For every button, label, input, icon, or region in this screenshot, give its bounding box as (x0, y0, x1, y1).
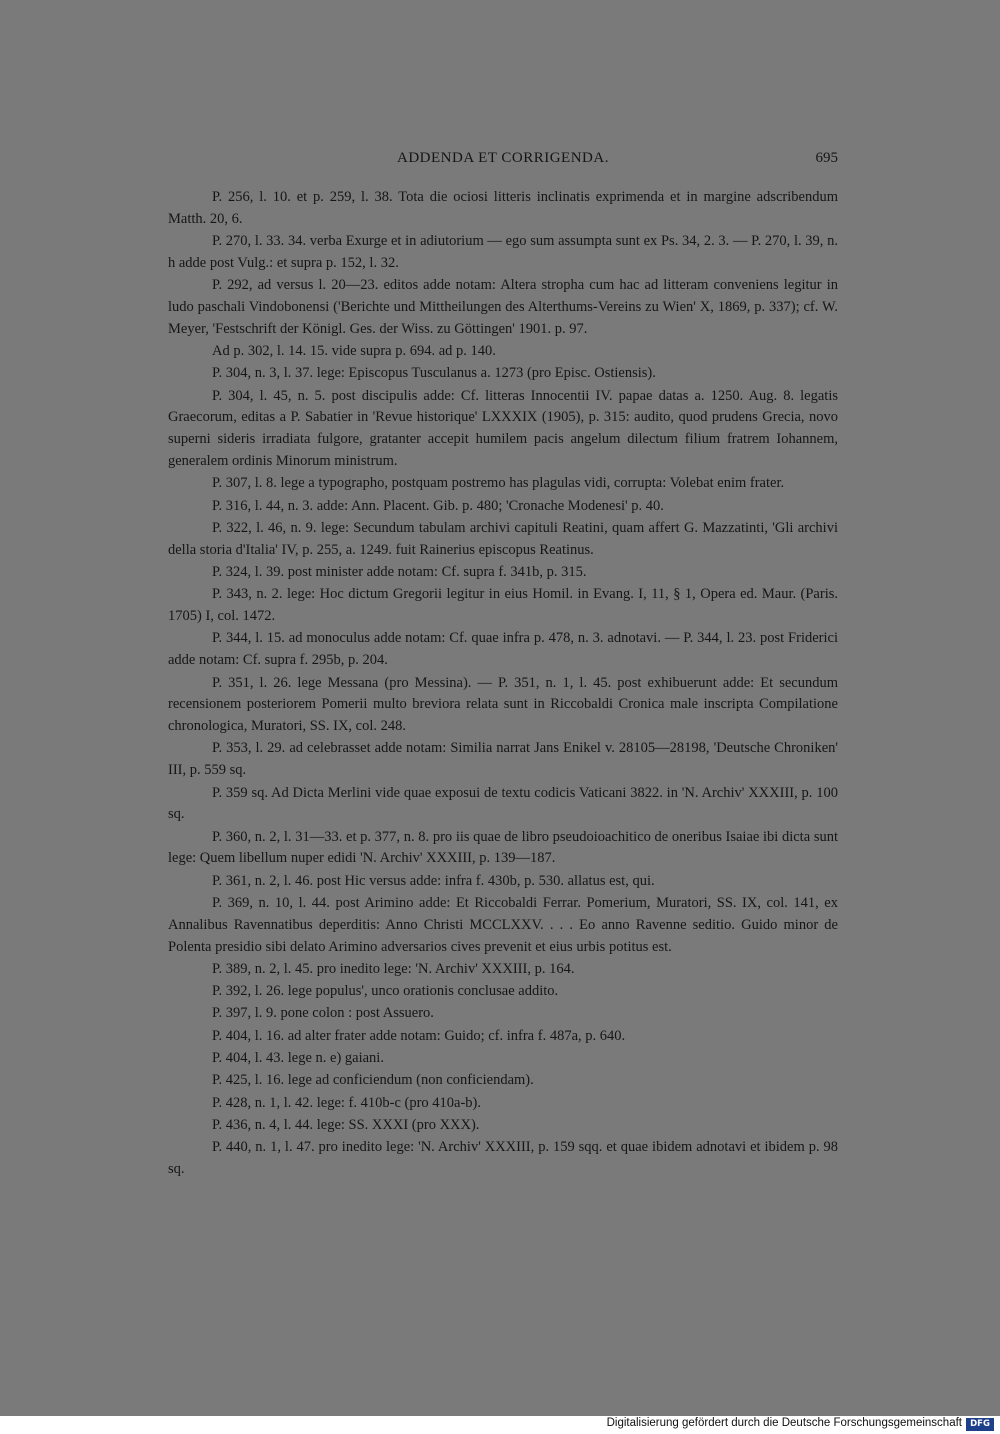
corrigenda-entry: P. 270, l. 33. 34. verba Exurge et in adiutorium — ego sum assumpta sunt ex Ps. 34, 2. 3. — P. 270, l. 39, n. h adde post Vulg.: et supra p. 152, l. 32. (168, 233, 838, 271)
corrigenda-entry: P. 425, l. 16. lege ad conficiendum (non conficiendam). (212, 1072, 534, 1089)
corrigenda-entry: P. 404, l. 43. lege n. e) gaiani. (212, 1050, 384, 1067)
corrigenda-entry: P. 304, n. 3, l. 37. lege: Episcopus Tusculanus a. 1273 (pro Episc. Ostiensis). (212, 365, 656, 382)
corrigenda-entry: P. 360, n. 2, l. 31—33. et p. 377, n. 8. pro iis quae de libro pseudoioachitico de oneribus Isaiae ibi dicta sunt lege: Quem libellum nuper edidi 'N. Archiv' XXXIII, p. 139—187. (168, 828, 838, 867)
corrigenda-entry: P. 343, n. 2. lege: Hoc dictum Gregorii legitur in eius Homil. in Evang. I, 11, § 1, Opera ed. Maur. (Paris. 1705) I, col. 1472. (168, 586, 838, 625)
corrigenda-entry: P. 397, l. 9. pone colon : post Assuero. (212, 1005, 434, 1022)
corrigenda-entry: P. 392, l. 26. lege populus', unco orationis conclusae addito. (212, 983, 559, 1000)
corrigenda-entry: P. 353, l. 29. ad celebrasset adde notam: Similia narrat Jans Enikel v. 28105—28198, 'Deutsche Chroniken' III, p. 559 sq. (168, 740, 838, 779)
corrigenda-entry: P. 307, l. 8. lege a typographo, postquam postremo has plagulas vidi, corrupta: Volebat enim frater. (212, 475, 785, 492)
corrigenda-entry: P. 440, n. 1, l. 47. pro inedito lege: 'N. Archiv' XXXIII, p. 159 sqq. et quae ibidem adnotavi et ibidem p. 98 sq. (168, 1139, 838, 1178)
corrigenda-entry: P. 304, l. 45, n. 5. post discipulis adde: Cf. litteras Innocentii IV. papae datas a. 1250. Aug. 8. legatis Graecorum, editas a P. Sabatier in 'Revue historique' LXXXIX (1905), p. 315: audito, quod prudens Grecia, novo superni sideris irradiata fulgore, gratanter accepit humilem pacis angelum dilectum filium fratrem Iohannem, generalem ordinis Minorum ministrum. (168, 387, 838, 470)
page-number: 695 (815, 150, 838, 166)
dfg-logo: DFG (966, 1418, 994, 1431)
funding-notice: Digitalisierung gefördert durch die Deutsche Forschungsgemeinschaft (606, 1417, 962, 1429)
corrigenda-list (168, 187, 838, 1181)
running-header (168, 150, 838, 170)
corrigenda-entry: P. 404, l. 16. ad alter frater adde notam: Guido; cf. infra f. 487a, p. 640. (212, 1027, 626, 1044)
corrigenda-entry: P. 369, n. 10, l. 44. post Arimino adde: Et Riccobaldi Ferrar. Pomerium, Muratori, SS. IX, col. 141, ex Annalibus Ravennatibus deperditis: Anno Christi MCCLXXV. . . . Eo anno Ravenne seditio. Guido minor de Polenta presidio sibi delato Arimino adversarios cives prevenit et eius urbis potitus est. (168, 895, 838, 955)
page-title: ADDENDA ET CORRIGENDA. (397, 150, 609, 166)
corrigenda-entry: P. 322, l. 46, n. 9. lege: Secundum tabulam archivi capituli Reatini, quam affert G. Mazzatinti, 'Gli archivi della storia d'Italia' IV, p. 255, a. 1249. fuit Rainerius episcopus Reatinus. (168, 519, 838, 558)
corrigenda-entry: P. 292, ad versus l. 20—23. editos adde notam: Altera stropha cum hac ad litteram conveniens legitur in ludo paschali Vindobonensi ('Berichte und Mittheilungen des Alterthums-Vereins zu Wien' X, 1869, p. 337); cf. W. Meyer, 'Festschrift der Königl. Ges. der Wiss. zu Göttingen' 1901. p. 97. (168, 277, 838, 337)
corrigenda-entry: P. 324, l. 39. post minister adde notam: Cf. supra f. 341b, p. 315. (212, 564, 587, 581)
corrigenda-entry: P. 428, n. 1, l. 42. lege: f. 410b-c (pro 410a-b). (212, 1094, 482, 1111)
corrigenda-entry: P. 436, n. 4, l. 44. lege: SS. XXXI (pro XXX). (212, 1116, 480, 1133)
corrigenda-entry: P. 316, l. 44, n. 3. adde: Ann. Placent. Gib. p. 480; 'Cronache Modenesi' p. 40. (212, 497, 664, 514)
corrigenda-entry: P. 344, l. 15. ad monoculus adde notam: Cf. quae infra p. 478, n. 3. adnotavi. — P. 344, l. 23. post Friderici adde notam: Cf. supra f. 295b, p. 204. (168, 630, 838, 669)
corrigenda-entry: P. 389, n. 2, l. 45. pro inedito lege: 'N. Archiv' XXXIII, p. 164. (212, 960, 575, 977)
corrigenda-entry: Ad p. 302, l. 14. 15. vide supra p. 694. ad p. 140. (212, 343, 496, 360)
corrigenda-entry: P. 351, l. 26. lege Messana (pro Messina). — P. 351, n. 1, l. 45. post exhibuerunt adde: Et secundum recensionem posteriorem Pomerii multo breviora relata sunt in Riccobaldi Cronica male inscripta Compilatione chronologica, Muratori, SS. IX, col. 248. (168, 674, 838, 735)
footer-bar (0, 1416, 1000, 1434)
corrigenda-entry: P. 359 sq. Ad Dicta Merlini vide quae exposui de textu codicis Vaticani 3822. in 'N. Archiv' XXXIII, p. 100 sq. (168, 784, 838, 823)
corrigenda-entry: P. 256, l. 10. et p. 259, l. 38. Tota die ociosi litteris inclinatis exprimenda et in margine adscribendum Matth. 20, 6. (168, 189, 838, 227)
corrigenda-entry: P. 361, n. 2, l. 46. post Hic versus adde: infra f. 430b, p. 530. allatus est, qui. (212, 872, 655, 889)
